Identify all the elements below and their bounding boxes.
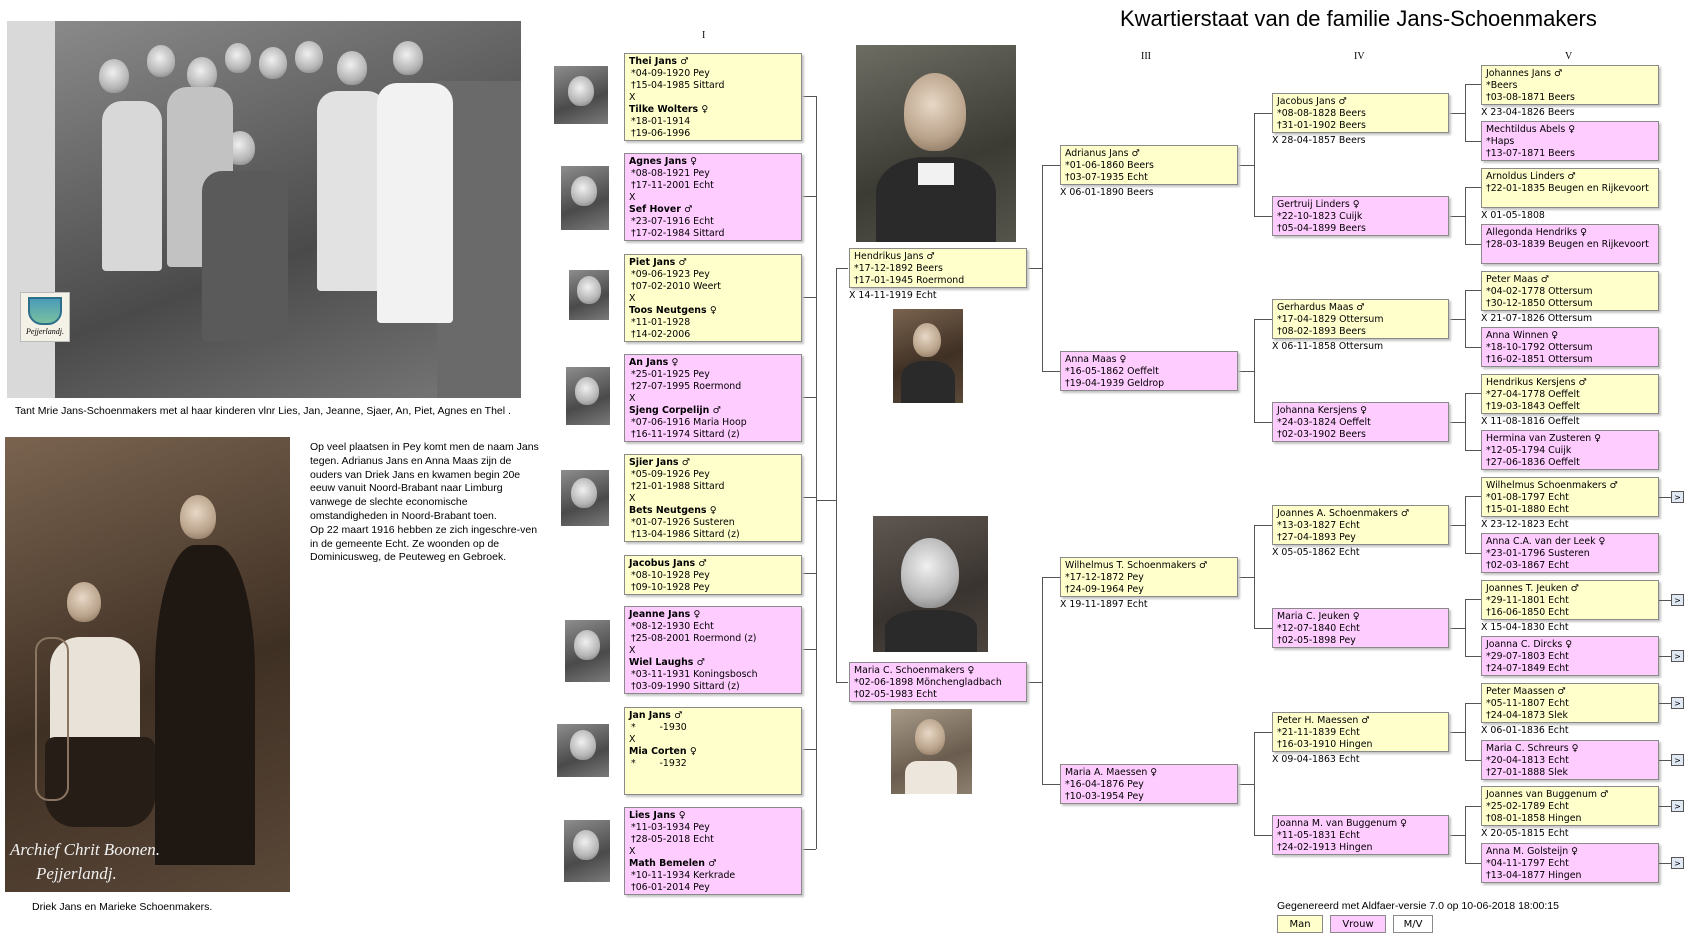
photo-figure — [377, 83, 453, 323]
grandparent-card-adrianus[interactable]: Adrianus Jans ♂ *01-06-1860 Beers †03-07-1935 Echt — [1060, 145, 1238, 185]
coat-of-arms-icon — [28, 297, 62, 325]
ancestor-card-johanna[interactable]: Johanna Kersjens ♀ *24-03-1824 Oeffelt †02-03-1902 Beers — [1272, 402, 1449, 442]
archive-credit-line2: Pejjerlandj. — [36, 864, 117, 883]
marriage-record: X 23-04-1826 Beers — [1481, 107, 1575, 118]
child-card-an[interactable]: An Jans ♀ *25-01-1925 Pey †27-07-1995 Roermond X Sjeng Corpelijn ♂ *07-06-1916 Maria Hoop †16-11-1974 Sittard (z) — [624, 354, 802, 442]
ancestor-card-gerhardus[interactable]: Gerhardus Maas ♂ *17-04-1829 Ottersum †08-02-1893 Beers — [1272, 299, 1449, 339]
generator-footer: Gegenereerd met Aldfaer-versie 7.0 op 10-06-2018 18:00:15 — [1277, 900, 1559, 912]
marriage-record: X 14-11-1919 Echt — [849, 290, 937, 301]
marriage-record: X 28-04-1857 Beers — [1272, 135, 1366, 146]
marriage-record: X 11-08-1816 Oeffelt — [1481, 416, 1580, 427]
pejjerlandj-logo — [20, 292, 70, 342]
generation-label-1: I — [702, 30, 706, 41]
ancestor-card-hendrikus-kersjens[interactable]: Hendrikus Kersjens ♂ *27-04-1778 Oeffelt †19-03-1843 Oeffelt — [1481, 374, 1659, 414]
ancestor-card-hermina[interactable]: Hermina van Zusteren ♀ *12-05-1794 Cuijk †27-06-1836 Oeffelt — [1481, 430, 1659, 470]
expand-arrow-icon[interactable]: > — [1671, 754, 1684, 766]
ancestor-card-joanna-m[interactable]: Joanna M. van Buggenum ♀ *11-05-1831 Echt †24-02-1913 Hingen — [1272, 815, 1449, 855]
legend-vrouw: Vrouw — [1330, 915, 1386, 933]
archive-credit-line1: Archief Chrit Boonen. — [10, 840, 160, 859]
photo-face — [393, 41, 423, 75]
page-title: Kwartierstaat van de familie Jans-Schoenmakers — [1120, 6, 1597, 31]
photo-figure — [155, 545, 255, 865]
generation-label-4: IV — [1354, 51, 1365, 62]
ancestor-card-anna-winnen[interactable]: Anna Winnen ♀ *18-10-1792 Ottersum †16-02-1851 Ottersum — [1481, 327, 1659, 367]
marriage-record: X 09-04-1863 Echt — [1272, 754, 1360, 765]
child-thumbnail — [561, 470, 609, 526]
photo-face — [337, 51, 367, 85]
ancestor-card-maria-schreurs[interactable]: Maria C. Schreurs ♀ *20-04-1813 Echt †27-01-1888 Slek — [1481, 740, 1659, 780]
hendrikus-portrait — [856, 45, 1016, 242]
child-thumbnail — [554, 66, 608, 124]
ancestor-card-arnoldus[interactable]: Arnoldus Linders ♂ †22-01-1835 Beugen en Rijkevoort — [1481, 168, 1659, 208]
photo-figure — [102, 101, 162, 271]
ancestor-card-joanna-dircks[interactable]: Joanna C. Dircks ♀ *29-07-1803 Echt †24-07-1849 Echt — [1481, 636, 1659, 676]
maria-thumbnail — [891, 709, 972, 794]
expand-arrow-icon[interactable]: > — [1671, 491, 1684, 503]
ancestor-card-joannes-a[interactable]: Joannes A. Schoenmakers ♂ *13-03-1827 Echt †27-04-1893 Pey — [1272, 505, 1449, 545]
child-thumbnail — [564, 820, 610, 882]
child-thumbnail — [565, 620, 610, 682]
logo-text: Pejjerlandj. — [26, 327, 64, 336]
child-card-jacobus[interactable]: Jacobus Jans ♂ *08-10-1928 Pey †09-10-1928 Pey — [624, 555, 802, 595]
ancestor-card-peter-maas[interactable]: Peter Maas ♂ *04-02-1778 Ottersum †30-12-1850 Ottersum — [1481, 271, 1659, 311]
expand-arrow-icon[interactable]: > — [1671, 800, 1684, 812]
couple-photo-caption: Driek Jans en Marieke Schoenmakers. — [32, 901, 213, 913]
photo-face — [295, 41, 323, 73]
child-card-agnes[interactable]: Agnes Jans ♀ *08-08-1921 Pey †17-11-2001 Echt X Sef Hover ♂ *23-07-1916 Echt †17-02-1984 Sittard — [624, 153, 802, 241]
couple-photo — [5, 437, 290, 892]
marriage-record: X 15-04-1830 Echt — [1481, 622, 1569, 633]
legend-man: Man — [1277, 915, 1323, 933]
photo-figure — [202, 171, 288, 341]
ancestor-card-mechtildus[interactable]: Mechtildus Abels ♀ *Haps †13-07-1871 Beers — [1481, 121, 1659, 161]
family-group-photo — [7, 21, 521, 398]
ancestor-card-gertruij[interactable]: Gertruij Linders ♀ *22-10-1823 Cuijk †05-04-1899 Beers — [1272, 196, 1449, 236]
grandparent-card-anna-maas[interactable]: Anna Maas ♀ *16-05-1862 Oeffelt †19-04-1939 Geldrop — [1060, 351, 1238, 391]
expand-arrow-icon[interactable]: > — [1671, 697, 1684, 709]
photo-chair — [35, 637, 69, 801]
marriage-record: X 20-05-1815 Echt — [1481, 828, 1569, 839]
grandparent-card-wilhelmus[interactable]: Wilhelmus T. Schoenmakers ♂ *17-12-1872 Pey †24-09-1964 Pey — [1060, 557, 1238, 597]
expand-arrow-icon[interactable]: > — [1671, 594, 1684, 606]
marriage-record: X 01-05-1808 — [1481, 210, 1545, 221]
ancestor-card-anna-van-der-leek[interactable]: Anna C.A. van der Leek ♀ *23-01-1796 Susteren †02-03-1867 Echt — [1481, 533, 1659, 573]
photo-face — [259, 47, 287, 79]
ancestor-card-wilhelmus-schoenmakers[interactable]: Wilhelmus Schoenmakers ♂ *01-08-1797 Echt †15-01-1880 Echt — [1481, 477, 1659, 517]
ancestor-card-maria-c-jeuken[interactable]: Maria C. Jeuken ♀ *12-07-1840 Echt †02-05-1898 Pey — [1272, 608, 1449, 648]
photo-face — [187, 57, 217, 91]
photo-face — [99, 59, 129, 93]
marriage-record: X 06-11-1858 Ottersum — [1272, 341, 1384, 352]
ancestor-card-anna-golsteijn[interactable]: Anna M. Golsteijn ♀ *04-11-1797 Echt †13-04-1877 Hingen — [1481, 843, 1659, 883]
marriage-record: X 23-12-1823 Echt — [1481, 519, 1569, 530]
hendrikus-thumbnail — [893, 309, 963, 403]
generation-label-3: III — [1141, 51, 1151, 62]
child-thumbnail — [566, 367, 610, 425]
child-thumbnail — [557, 724, 609, 777]
parent-card-hendrikus[interactable]: Hendrikus Jans ♂ *17-12-1892 Beers †17-01-1945 Roermond — [849, 248, 1027, 288]
photo-face — [180, 495, 216, 539]
generation-label-5: V — [1565, 51, 1573, 62]
child-card-thei[interactable]: Thei Jans ♂ *04-09-1920 Pey †15-04-1985 Sittard X Tilke Wolters ♀ *18-01-1914 †19-06-1996 — [624, 53, 802, 141]
ancestor-card-joannes-van-buggenum[interactable]: Joannes van Buggenum ♂ *25-02-1789 Echt †08-01-1858 Hingen — [1481, 786, 1659, 826]
child-card-jeanne[interactable]: Jeanne Jans ♀ *08-12-1930 Echt †25-08-2001 Roermond (z) X Wiel Laughs ♂ *03-11-1931 Koningsbosch †03-09-1990 Sittard (z) — [624, 606, 802, 694]
ancestor-card-jacobus[interactable]: Jacobus Jans ♂ *08-08-1828 Beers †31-01-1902 Beers — [1272, 93, 1449, 133]
family-photo-caption: Tant Mrie Jans-Schoenmakers met al haar kinderen vlnr Lies, Jan, Jeanne, Sjaer, An, Piet, Agnes en Thel . — [15, 405, 511, 417]
marriage-record: X 21-07-1826 Ottersum — [1481, 313, 1593, 324]
marriage-record: X 06-01-1890 Beers — [1060, 187, 1154, 198]
child-card-lies[interactable]: Lies Jans ♀ *11-03-1934 Pey †28-05-2018 Echt X Math Bemelen ♂ *10-11-1934 Kerkrade †06-01-2014 Pey — [624, 807, 802, 895]
marriage-record: X 06-01-1836 Echt — [1481, 725, 1569, 736]
family-history-text: Op veel plaatsen in Pey komt men de naam Jans tegen. Adrianus Jans en Anna Maas zijn de ouders van Driek Jans en kwamen begin 20e eeuw vanuit Noord-Brabant naar Limburg vanwege de slechte economische omstandigheden in Noord-Brabant toen. Op 22 maart 1916 hebben ze zich ingeschre-ven in de gemeente Echt. Ze woonden op de Dominicusweg, de Peuteweg en Gebroek. — [310, 441, 539, 564]
ancestor-card-peter-maassen[interactable]: Peter Maassen ♂ *05-11-1807 Echt †24-04-1873 Slek — [1481, 683, 1659, 723]
marriage-record: X 19-11-1897 Echt — [1060, 599, 1148, 610]
maria-portrait — [873, 516, 988, 652]
child-card-piet[interactable]: Piet Jans ♂ *09-06-1923 Pey †07-02-2010 Weert X Toos Neutgens ♀ *11-01-1928 †14-02-2006 — [624, 254, 802, 342]
expand-arrow-icon[interactable]: > — [1671, 650, 1684, 662]
ancestor-card-peter-h[interactable]: Peter H. Maessen ♂ *21-11-1839 Echt †16-03-1910 Hingen — [1272, 712, 1449, 752]
photo-face — [67, 582, 101, 622]
expand-arrow-icon[interactable]: > — [1671, 857, 1684, 869]
photo-face — [225, 43, 251, 73]
child-thumbnail — [569, 270, 609, 320]
ancestor-card-johannes-jans[interactable]: Johannes Jans ♂ *Beers †03-08-1871 Beers — [1481, 65, 1659, 105]
marriage-record: X 05-05-1862 Echt — [1272, 547, 1360, 558]
ancestor-card-joannes-t-jeuken[interactable]: Joannes T. Jeuken ♂ *29-11-1801 Echt †16-06-1850 Echt — [1481, 580, 1659, 620]
grandparent-card-maria-maessen[interactable]: Maria A. Maessen ♀ *16-04-1876 Pey †10-03-1954 Pey — [1060, 764, 1238, 804]
child-card-jan[interactable]: Jan Jans ♂ * -1930 X Mia Corten ♀ * -1932 — [624, 707, 802, 795]
child-card-sjier[interactable]: Sjier Jans ♂ *05-09-1926 Pey †21-01-1988 Sittard X Bets Neutgens ♀ *01-07-1926 Susteren †13-04-1986 Sittard (z) — [624, 454, 802, 542]
ancestor-card-allegonda[interactable]: Allegonda Hendriks ♀ †28-03-1839 Beugen en Rijkevoort — [1481, 224, 1659, 264]
parent-card-maria[interactable]: Maria C. Schoenmakers ♀ *02-06-1898 Mönchengladbach †02-05-1983 Echt — [849, 662, 1027, 702]
child-thumbnail — [561, 166, 609, 230]
photo-face — [147, 45, 175, 77]
legend-mv: M/V — [1393, 915, 1433, 933]
